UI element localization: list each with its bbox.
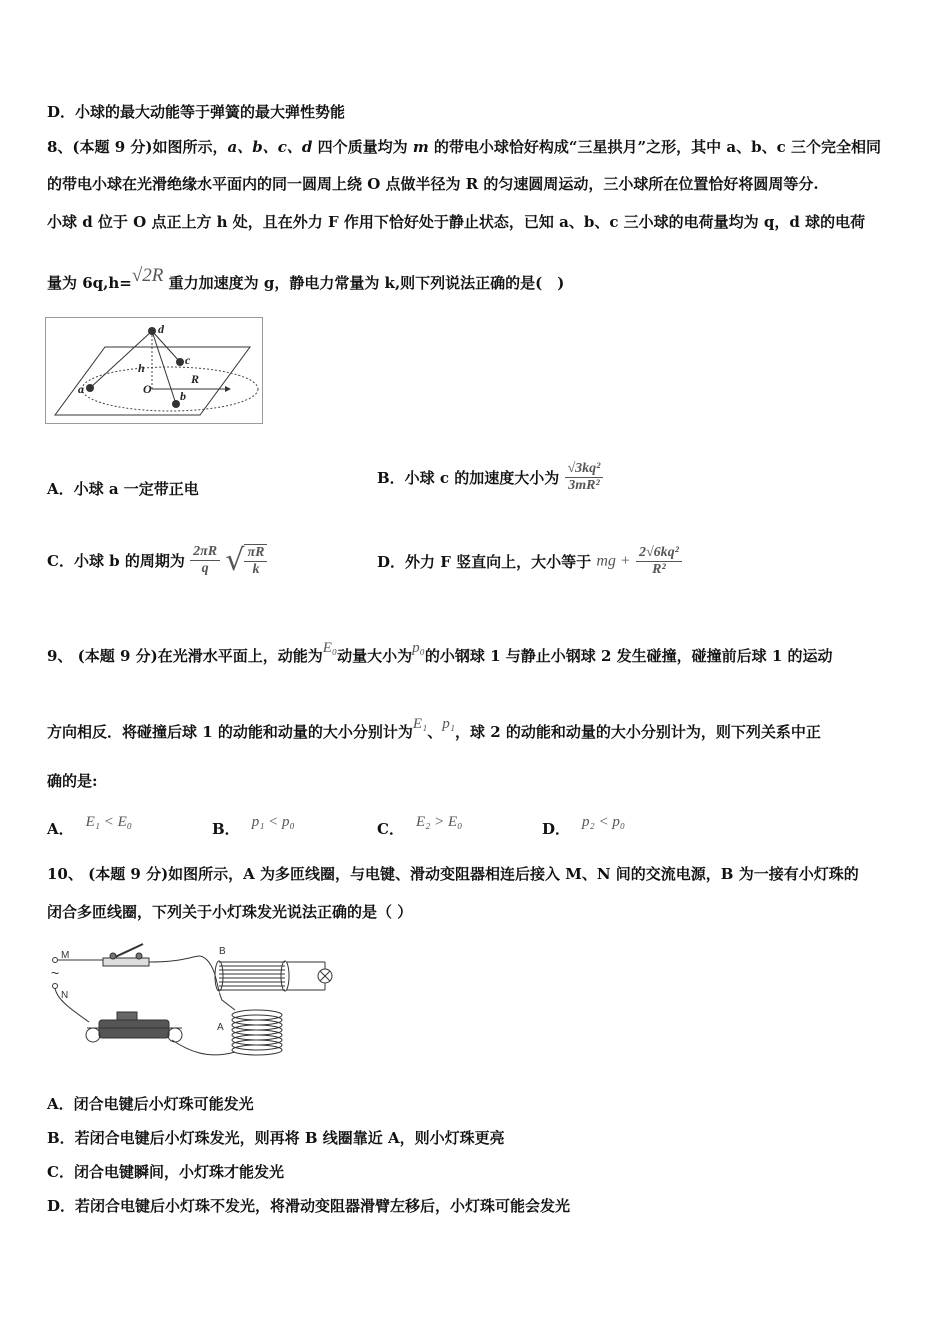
label-N: N: [61, 990, 69, 1001]
label-B: B: [219, 946, 226, 957]
q8-option-c: C．小球 b 的周期为 $\frac{2\pi R}{q}$ √ $\frac{\pi R}{k}$: [47, 543, 267, 578]
q10-option-d: D．若闭合电键后小灯珠不发光，将滑动变阻器滑臂左移后，小灯珠可能会发光: [47, 1197, 571, 1215]
q10-stem-line1: 10、 (本题 9 分)如图所示，A 为多匝线圈，与电键、滑动变阻器相连后接入 M、N 间的交流电源，B 为一接有小灯珠的: [47, 865, 859, 883]
ball-c: [176, 358, 184, 366]
label-a: a: [78, 382, 84, 396]
label-A: A: [217, 1022, 224, 1033]
q8-stem-line2: 的带电小球在光滑绝缘水平面内的同一圆周上绕 O 点做半径为 R 的匀速圆周运动，三小球所在位置恰好将圆周等分.: [47, 175, 819, 193]
label-d: d: [158, 322, 164, 336]
q9-stem-line2: 方向相反．将碰撞后球 1 的动能和动量的大小分别计为E₁、p₁，球 2 的动能和动量的大小分别计为，则下列关系中正: [47, 716, 821, 741]
q8-option-b: B．小球 c 的加速度大小为 $\frac{\text{√3kq²}}{\text{3mR²}}$: [377, 461, 603, 494]
q8-option-d: D．外力 F 竖直向上，大小等于 mg + $\frac{\text{2√6kq²}}{\text{R²}}$: [377, 545, 682, 578]
q8-stem-line4: 量为 6q,h=√2R 重力加速度为 g，静电力常量为 k,则下列说法正确的是( ): [47, 265, 565, 292]
q10-stem-line2: 闭合多匝线圈，下列关于小灯珠发光说法正确的是（ ）: [47, 903, 413, 921]
q8-option-d-frac: $\frac{\text{2√6kq²}}{\text{R²}}$: [636, 545, 682, 578]
label-O: O: [143, 382, 152, 396]
q8-option-c-radicand: $\frac{\pi R}{k}$: [244, 544, 267, 578]
q9-option-c: C． E₂ > E₀: [377, 814, 463, 838]
q10-option-b: B．若闭合电键后小灯珠发光，则再将 B 线圈靠近 A，则小灯珠更亮: [47, 1129, 505, 1147]
label-M: M: [61, 950, 70, 961]
q8-figure: [45, 317, 263, 424]
q8-stem-line1: 8、(本题 9 分)如图所示，a、b、c、d 四个质量均为 m 的带电小球恰好构成“三星拱月”之形，其中 a、b、c 三个完全相同: [47, 138, 881, 156]
label-R: R: [191, 372, 200, 386]
q8-option-c-frac: $\frac{2\pi R}{q}$: [190, 544, 220, 577]
ball-d: [148, 327, 156, 335]
q9-option-b: B． p₁ < p₀: [212, 814, 295, 838]
ball-b: [172, 400, 180, 408]
q9-option-a: A． E₁ < E₀: [47, 814, 133, 838]
label-h: h: [138, 361, 145, 375]
q10-option-a: A．闭合电键后小灯珠可能发光: [47, 1095, 254, 1113]
q7-option-d: D．小球的最大动能等于弹簧的最大弹性势能: [47, 103, 346, 121]
label-b: b: [180, 389, 186, 403]
q9-option-d: D． p₂ < p₀: [542, 814, 626, 838]
q8-option-b-formula: $\frac{\text{√3kq²}}{\text{3mR²}}$: [565, 461, 604, 494]
label-c: c: [185, 353, 191, 367]
q10-option-c: C．闭合电键瞬间，小灯珠才能发光: [47, 1163, 284, 1181]
q9-stem-line1: 9、 (本题 9 分)在光滑水平面上，动能为E₀动量大小为p₀的小钢球 1 与静止小钢球 2 发生碰撞，碰撞前后球 1 的运动: [47, 640, 833, 665]
q8-stem-line3: 小球 d 位于 O 点正上方 h 处，且在外力 F 作用下恰好处于静止状态，已知 a、b、c 三小球的电荷量均为 q，d 球的电荷: [47, 213, 866, 231]
label-tilde: ~: [51, 965, 60, 981]
q8-option-a: A．小球 a 一定带正电: [47, 480, 199, 498]
q10-figure: [47, 940, 337, 1065]
q9-stem-line3: 确的是:: [47, 772, 98, 790]
ball-a: [86, 384, 94, 392]
